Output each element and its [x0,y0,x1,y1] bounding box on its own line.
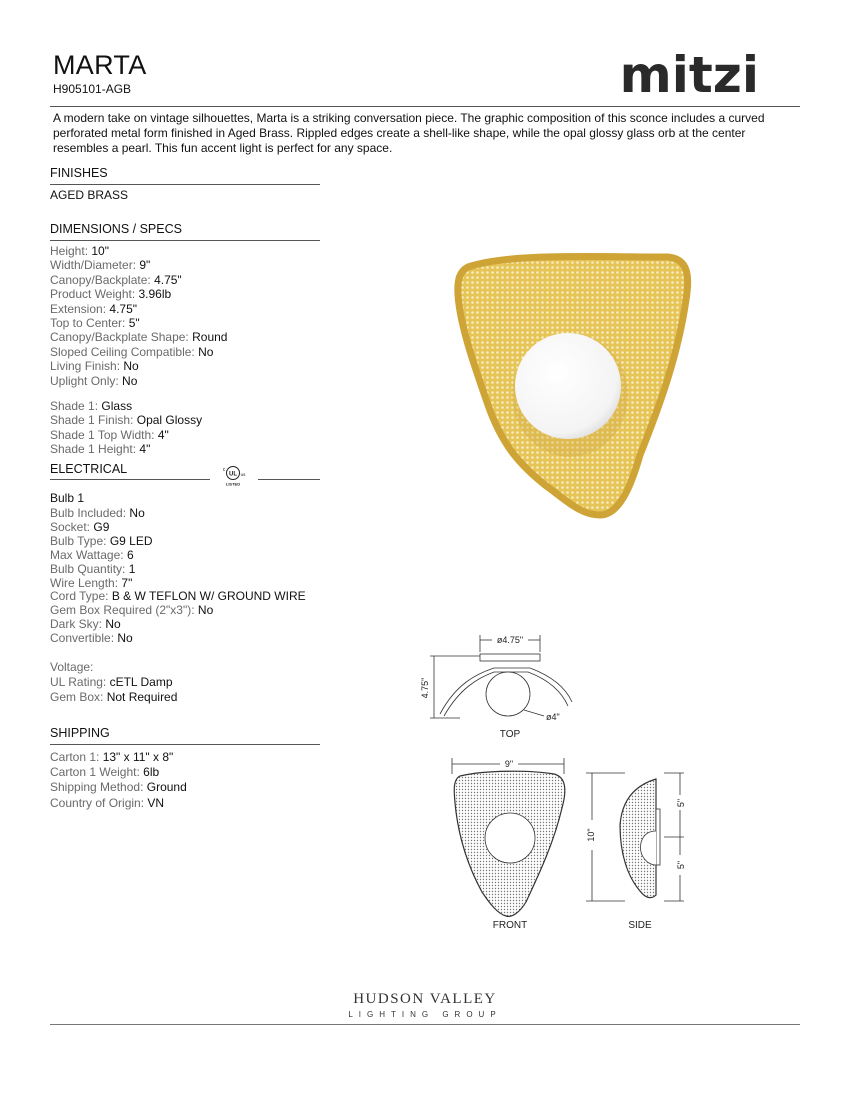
shade-spec-label: Shade 1 Height: [50,442,137,457]
shade-spec-label: Shade 1: [50,399,99,413]
ul-listed-text: LISTED [225,481,241,487]
electrical-spec-row [50,562,135,576]
shade-spec-value: Opal Glossy [136,413,203,428]
shipping-spec-label: Carton 1: [50,750,100,764]
voltage-spec-value: Not Required [106,690,178,705]
finishes-heading: FINISHES [50,166,108,180]
voltage-spec-value: cETL Damp [109,675,173,690]
glass-orb [515,333,621,439]
electrical-spec-value: No [129,506,145,520]
electrical-spec-value: No [197,603,214,618]
electrical-spec-row [50,534,153,548]
electrical-spec-row [50,631,133,645]
header-divider [50,106,800,107]
front-view-caption: FRONT [492,920,528,931]
side-view-caption: SIDE [628,920,652,931]
dimension-spec-row [50,244,109,258]
dimension-spec-row [50,258,150,272]
electrical-spec-label: Bulb Quantity: [50,561,126,576]
electrical-divider-left [50,479,210,480]
shipping-spec-row [50,750,173,764]
shipping-spec-value: 6lb [143,765,160,780]
electrical-spec-value: G9 LED [109,533,153,548]
dimension-spec-label: Top to Center: [50,316,126,330]
electrical-spec-value: 6 [126,547,134,562]
shipping-spec-label: Carton 1 Weight: [50,765,140,780]
dimension-spec-value: 4.75" [109,301,138,316]
dimension-spec-value: 10" [91,244,109,258]
shade-spec-row [50,442,150,456]
dimension-spec-label: Extension: [50,301,107,316]
shipping-divider [50,744,320,745]
dimensions-divider [50,240,320,241]
dimension-spec-row [50,374,137,388]
top-view-caption: TOP [499,729,521,740]
shipping-spec-row [50,765,159,779]
electrical-spec-row [50,520,109,534]
voltage-spec-row [50,690,177,704]
dimension-spec-value: 4.75" [154,272,182,287]
electrical-spec-row [50,548,134,562]
shipping-spec-label: Shipping Method: [50,780,144,795]
electrical-spec-label: Dark Sky: [50,617,103,632]
height-label: 10" [586,828,596,842]
lower-height-label: 5" [676,860,686,870]
front-view-drawing [440,752,580,937]
voltage-spec-row [50,660,93,674]
dimension-spec-label: Height: [50,244,89,258]
side-canopy-outline [656,809,660,865]
front-orb-outline [485,813,535,863]
dimension-spec-value: 5" [128,316,140,330]
side-view-drawing [580,765,690,937]
dimension-spec-row [50,273,182,287]
dimension-spec-row [50,287,171,301]
dimension-spec-value: No [198,344,214,359]
product-photo [440,245,700,525]
electrical-spec-label: Wire Length: [50,575,119,590]
width-label: 9" [504,759,514,769]
finish-value: AGED BRASS [50,188,129,202]
product-description: A modern take on vintage silhouettes, Marta is a striking conversation piece. The graphic composition of this sconce includes a curved perforated metal form finished in Aged Brass. Rippled edges create a shell-like shape, while the opal glossy glass orb at the center resembles a pearl. This fun accent light is perfect for any space. [53,111,765,155]
shipping-spec-label: Country of Origin: [50,795,145,810]
extension-depth-label: 4.75" [420,677,430,699]
brand-logo: mitzi [619,46,759,104]
ul-c-text: c [222,467,226,473]
dimensions-heading: DIMENSIONS / SPECS [50,222,182,236]
dimension-spec-value: Round [192,330,228,345]
shipping-spec-value: 13" x 11" x 8" [102,750,174,764]
product-sku: H905101-AGB [53,82,132,96]
electrical-spec-value: 7" [121,575,133,590]
bulb-heading: Bulb 1 [50,491,85,505]
electrical-spec-label: Bulb Type: [50,533,107,548]
shade-spec-value: 4" [157,427,169,442]
dimension-spec-row [50,316,140,330]
shade-diameter-label: ø4" [546,712,560,722]
ul-mark-text: UL [229,471,237,478]
ul-listed-icon [218,462,248,488]
dimension-spec-label: Sloped Ceiling Compatible: [50,344,195,359]
dimension-spec-value: No [122,373,138,388]
electrical-divider-right [258,479,320,480]
electrical-spec-label: Convertible: [50,631,115,646]
shade-spec-label: Shade 1 Finish: [50,413,134,428]
electrical-spec-row [50,589,306,603]
dimension-spec-label: Canopy/Backplate Shape: [50,330,189,345]
voltage-spec-row [50,675,173,689]
electrical-spec-label: Bulb Included: [50,506,127,520]
footer-company-logo: HUDSON VALLEY [353,991,497,1007]
shade-spec-row [50,399,132,413]
upper-height-label: 5" [676,798,686,808]
footer-company-sub: LIGHTING GROUP [348,1010,502,1019]
footer-divider [50,1024,800,1025]
dimension-spec-label: Living Finish: [50,359,121,374]
shipping-spec-value: Ground [146,780,187,795]
dimension-spec-label: Uplight Only: [50,373,119,388]
finishes-divider [50,184,320,185]
dimension-spec-value: 9" [139,258,151,273]
product-title: MARTA [53,50,147,80]
dimension-spec-value: No [123,359,139,374]
shade-spec-row [50,413,202,427]
dimension-spec-row [50,302,137,316]
electrical-spec-row [50,603,213,617]
shade-spec-label: Shade 1 Top Width: [50,427,155,442]
top-view-drawing [420,630,590,742]
voltage-spec-label: Gem Box: [50,690,104,705]
electrical-spec-label: Max Wattage: [50,547,124,562]
electrical-spec-value: No [105,617,121,632]
shade-spec-value: Glass [101,399,133,413]
shipping-heading: SHIPPING [50,726,110,740]
electrical-spec-row [50,617,121,631]
dimension-spec-label: Canopy/Backplate: [50,272,151,287]
dimension-spec-value: 3.96lb [138,287,172,302]
electrical-spec-value: B & W TEFLON W/ GROUND WIRE [111,589,306,604]
shade-spec-row [50,428,169,442]
dimension-spec-row [50,359,139,373]
shipping-spec-row [50,796,164,810]
electrical-spec-label: Gem Box Required (2"x3"): [50,603,195,618]
electrical-spec-label: Cord Type: [50,589,109,604]
dimension-spec-label: Product Weight: [50,287,136,302]
electrical-spec-row [50,506,145,520]
voltage-spec-label: UL Rating: [50,675,107,690]
shipping-spec-value: VN [147,795,165,810]
electrical-spec-value: 1 [128,561,136,576]
electrical-spec-label: Socket: [50,519,91,534]
electrical-heading: ELECTRICAL [50,462,128,476]
voltage-spec-label: Voltage: [50,660,94,674]
ul-us-text: us [240,472,246,477]
electrical-spec-row [50,576,132,590]
dimension-spec-row [50,345,213,359]
dimension-spec-label: Width/Diameter: [50,258,137,273]
electrical-spec-value: G9 [93,519,110,534]
shade-spec-value: 4" [139,442,151,457]
dimension-spec-row [50,330,227,344]
canopy-diameter-label: ø4.75" [496,635,524,645]
electrical-spec-value: No [117,631,133,646]
shipping-spec-row [50,780,187,794]
